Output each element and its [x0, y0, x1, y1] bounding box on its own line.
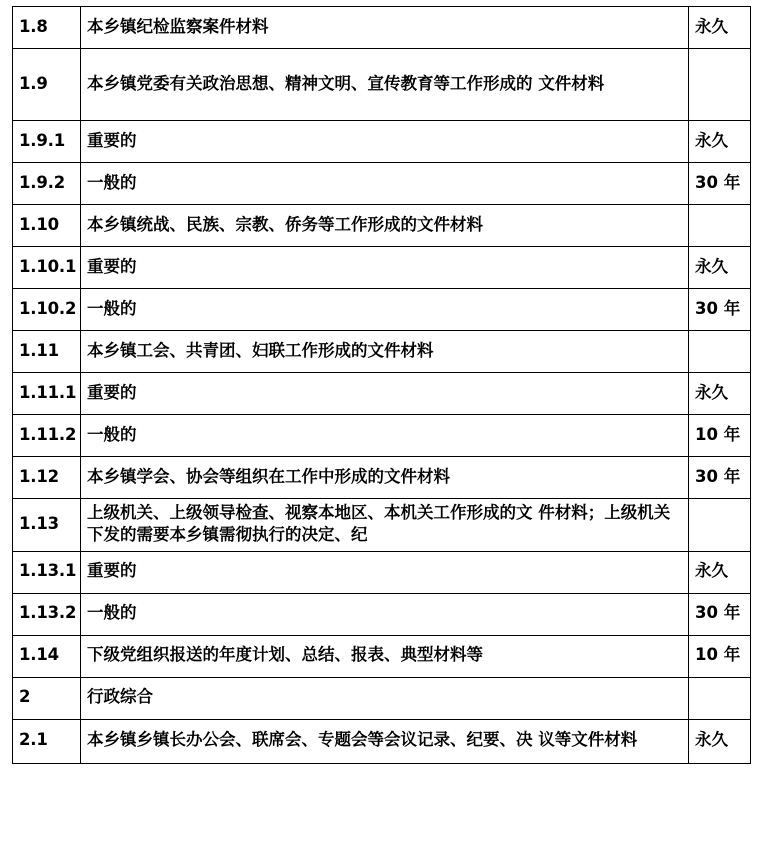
row-code: 1.9.1 [13, 121, 81, 163]
row-code: 2 [13, 677, 81, 719]
row-term [689, 49, 751, 121]
row-term: 永久 [689, 247, 751, 289]
row-title: 下级党组织报送的年度计划、总结、报表、典型材料等 [81, 635, 689, 677]
row-term [689, 499, 751, 552]
row-term: 30 年 [689, 289, 751, 331]
row-term: 永久 [689, 121, 751, 163]
table-row [13, 457, 751, 499]
table-row [13, 373, 751, 415]
row-term: 永久 [689, 373, 751, 415]
table-row [13, 551, 751, 593]
table-body [13, 7, 751, 764]
row-title: 一般的 [81, 415, 689, 457]
row-title: 本乡镇工会、共青团、妇联工作形成的文件材料 [81, 331, 689, 373]
table-row [13, 289, 751, 331]
row-term [689, 205, 751, 247]
row-title: 一般的 [81, 163, 689, 205]
row-title: 本乡镇乡镇长办公会、联席会、专题会等会议记录、纪要、决 议等文件材料 [81, 719, 689, 763]
table-row [13, 331, 751, 373]
row-code: 1.14 [13, 635, 81, 677]
row-title: 本乡镇党委有关政治思想、精神文明、宣传教育等工作形成的 文件材料 [81, 49, 689, 121]
row-code: 1.9.2 [13, 163, 81, 205]
row-code: 1.8 [13, 7, 81, 49]
row-term: 10 年 [689, 635, 751, 677]
row-code: 1.11.1 [13, 373, 81, 415]
row-term: 10 年 [689, 415, 751, 457]
row-title: 重要的 [81, 121, 689, 163]
row-term: 30 年 [689, 457, 751, 499]
table-row [13, 247, 751, 289]
row-term [689, 331, 751, 373]
row-code: 1.9 [13, 49, 81, 121]
row-title: 一般的 [81, 593, 689, 635]
row-title: 重要的 [81, 373, 689, 415]
table-row [13, 415, 751, 457]
row-term: 永久 [689, 7, 751, 49]
row-code: 1.13.1 [13, 551, 81, 593]
row-code: 1.10.1 [13, 247, 81, 289]
table-row [13, 593, 751, 635]
row-term: 30 年 [689, 593, 751, 635]
row-title: 重要的 [81, 551, 689, 593]
row-title [81, 499, 689, 552]
table-row [13, 121, 751, 163]
row-code: 1.13 [13, 499, 81, 552]
row-title-text: 上级机关、上级领导检查、视察本地区、本机关工作形成的文 件材料；上级机关下发的需要本乡镇需彻执行的决定、纪 [87, 503, 671, 545]
row-title: 重要的 [81, 247, 689, 289]
section-heading: 行政综合 [81, 677, 689, 719]
table-row [13, 7, 751, 49]
row-title: 本乡镇统战、民族、宗教、侨务等工作形成的文件材料 [81, 205, 689, 247]
table-row [13, 49, 751, 121]
table-row [13, 499, 751, 552]
row-title: 本乡镇纪检监察案件材料 [81, 7, 689, 49]
row-title: 一般的 [81, 289, 689, 331]
row-code: 2.1 [13, 719, 81, 763]
row-code: 1.13.2 [13, 593, 81, 635]
table-row [13, 719, 751, 763]
row-code: 1.10 [13, 205, 81, 247]
row-code: 1.11 [13, 331, 81, 373]
row-code: 1.12 [13, 457, 81, 499]
row-title: 本乡镇学会、协会等组织在工作中形成的文件材料 [81, 457, 689, 499]
table-row [13, 635, 751, 677]
row-term [689, 677, 751, 719]
table-row [13, 163, 751, 205]
row-code: 1.10.2 [13, 289, 81, 331]
table-row [13, 205, 751, 247]
table-row-section [13, 677, 751, 719]
row-code: 1.11.2 [13, 415, 81, 457]
row-term: 永久 [689, 551, 751, 593]
archive-retention-table [12, 6, 751, 764]
row-term: 30 年 [689, 163, 751, 205]
row-term: 永久 [689, 719, 751, 763]
